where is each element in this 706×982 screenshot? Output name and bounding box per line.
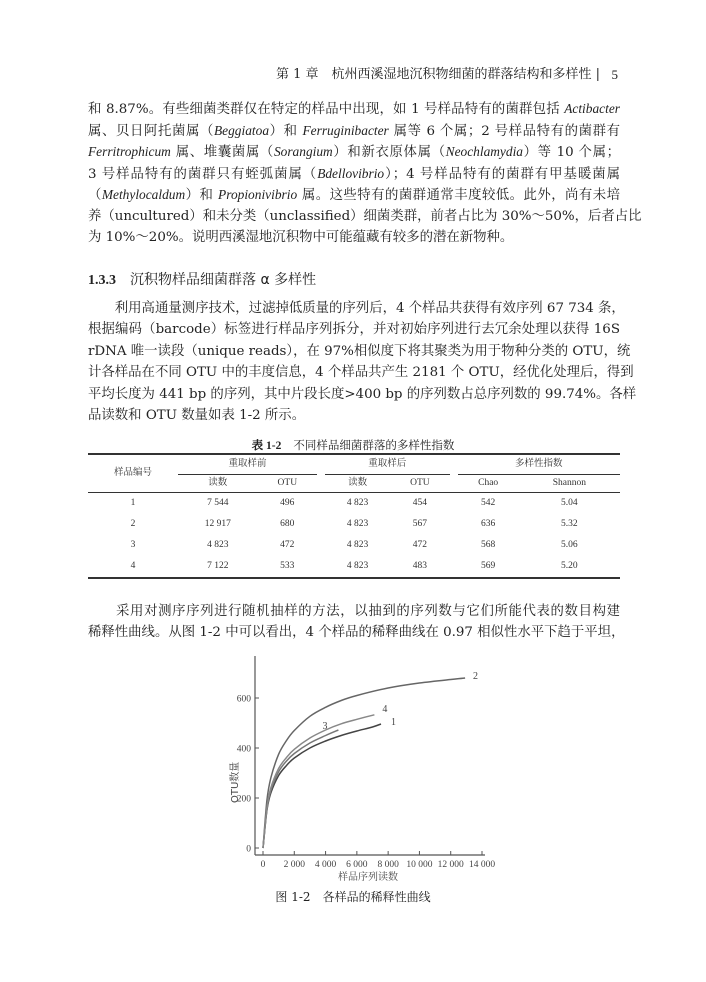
diversity-table xyxy=(88,453,620,579)
curve-sample-4 xyxy=(263,714,374,847)
table-cell: 4 823 xyxy=(346,540,369,550)
table-cell: 680 xyxy=(280,519,295,529)
table-cell: 4 xyxy=(88,556,178,578)
table-cell: 483 xyxy=(390,556,449,578)
curve-label-2: 2 xyxy=(473,670,479,682)
text-line xyxy=(88,227,620,249)
genus-name: Beggiatoa xyxy=(213,122,270,138)
genus-name: Sorangium xyxy=(273,144,333,159)
table-cell: 5.04 xyxy=(561,498,578,508)
col-header: 读数 xyxy=(178,474,258,492)
genus-name: Neochlamydia xyxy=(445,144,523,159)
y-tick-label: 600 xyxy=(236,694,251,704)
x-tick-label: 2 000 xyxy=(283,859,305,870)
text-line xyxy=(88,184,620,206)
curve-label-4: 4 xyxy=(382,703,388,715)
figure-caption xyxy=(0,889,706,905)
paragraph-sequencing xyxy=(88,298,637,427)
text-line: 利用高通量测序技术，过滤掉低质量的序列后，4 个样品共获得有效序列 67 734 条， xyxy=(88,300,625,316)
table-cell: 4 823 xyxy=(346,519,369,529)
col-header-sample: 样品编号 xyxy=(88,454,178,493)
genus-name: Actibacter xyxy=(564,101,620,116)
text-run: 属等 6 个属；2 号样品特有的菌群有 xyxy=(388,123,620,139)
table-caption xyxy=(0,437,706,453)
table-cell: 496 xyxy=(280,498,295,508)
col-header: 读数 xyxy=(325,474,390,492)
genus-name: Ferruginibacter xyxy=(302,122,389,138)
text-line xyxy=(88,141,620,163)
text-line: 根据编码（barcode）标签进行样品序列拆分，并对初始序列进行去冗余处理以获得 16S xyxy=(88,322,620,337)
rarefaction-chart xyxy=(0,650,706,884)
section-heading xyxy=(88,269,706,291)
table-cell: 7 544 xyxy=(207,498,229,508)
text-run: 和 8.87%。有些细菌类群仅在特定的样品中出现，如 1 号样品特有的菌群包括 xyxy=(88,102,565,117)
text-line: 采用对测序序列进行随机抽样的方法，以抽到的序列数与它们所能代表的数目构建 xyxy=(88,603,620,619)
text-run: ）；4 号样品特有的菌群有甲基暖菌属 xyxy=(384,166,621,182)
col-header: Shannon xyxy=(519,474,620,492)
text-run: ）和新衣原体属（ xyxy=(332,145,446,160)
table-row xyxy=(88,535,620,556)
table-group-header-row xyxy=(88,454,620,475)
chapter-title: 第 1 章 杭州西溪湿地沉积物细菌的群落结构和多样性 | xyxy=(275,67,600,82)
curve-label-1: 1 xyxy=(391,716,397,728)
table-title: 不同样品细菌群落的多样性指数 xyxy=(293,437,455,452)
text-line xyxy=(88,120,620,142)
text-line xyxy=(88,98,620,120)
x-tick-label: 12 000 xyxy=(437,859,464,870)
table-cell: 454 xyxy=(412,498,427,508)
paragraph-rarefaction xyxy=(88,601,625,644)
genus-name: Bdellovibrio xyxy=(317,165,385,181)
table-number: 表 1-2 xyxy=(251,439,282,452)
text-run: ）和 xyxy=(185,188,219,203)
table-row xyxy=(88,514,620,535)
table-cell: 4 823 xyxy=(207,540,229,550)
paragraph-unique-genera xyxy=(88,98,642,249)
table-cell: 12 917 xyxy=(204,519,231,529)
table-cell: 542 xyxy=(481,498,496,508)
table-cell: 5.06 xyxy=(561,540,578,550)
figure-title: 各样品的稀释性曲线 xyxy=(322,889,431,904)
y-axis-label: OTU数量 xyxy=(230,761,241,803)
x-tick-label: 6 000 xyxy=(346,859,368,870)
running-header xyxy=(88,67,618,87)
table-row xyxy=(88,492,620,514)
group-header-diversity: 多样性指数 xyxy=(458,454,620,475)
table-row xyxy=(88,556,620,578)
text-line xyxy=(88,163,620,185)
text-line: 品读数和 OTU 数量如表 1-2 所示。 xyxy=(88,408,306,423)
table-cell: 1 xyxy=(130,498,136,508)
section-title: 沉积物样品细菌群落 α 多样性 xyxy=(130,271,317,288)
text-run: ）等 10 个属； xyxy=(523,145,620,160)
table-cell: 533 xyxy=(258,556,317,578)
y-tick-label: 400 xyxy=(236,744,251,754)
table-cell: 5.20 xyxy=(519,556,620,578)
text-line: rDNA 唯一读段（unique reads），在 97%相似度下将其聚类为用于物种分类的 OTU，统 xyxy=(88,343,631,359)
text-run: 属、贝日阿托菌属（ xyxy=(88,123,214,139)
curve-sample-3 xyxy=(263,730,338,848)
text-line xyxy=(88,206,642,228)
rarefaction-figure xyxy=(0,650,706,884)
text-run: 3 号样品特有的菌群只有蛭弧菌属（ xyxy=(88,166,318,182)
text-run: 为 10%～20%。说明西溪湿地沉积物中可能蕴藏有较多的潜在新物种。 xyxy=(88,230,514,245)
x-tick-label: 0 xyxy=(260,859,266,870)
table-cell: 4 823 xyxy=(325,556,390,578)
col-header: Chao xyxy=(458,474,519,492)
group-header-after: 重取样后 xyxy=(325,454,450,475)
genus-name: Methylocaldum xyxy=(101,187,186,202)
table-cell: 567 xyxy=(412,519,427,529)
curve-sample-2 xyxy=(263,678,465,848)
table-cell: 7 122 xyxy=(178,556,258,578)
text-line: 稀释性曲线。从图 1-2 中可以看出，4 个样品的稀释曲线在 0.97 相似性水平下趋于平坦， xyxy=(88,625,625,640)
table-cell: 472 xyxy=(412,540,427,550)
text-run: （ xyxy=(88,188,102,203)
page-number: 5 xyxy=(611,67,618,82)
x-tick-label: 4 000 xyxy=(314,859,337,870)
table-cell: 568 xyxy=(481,540,496,550)
text-run: 属、堆囊菌属（ xyxy=(170,145,274,160)
text-line: 计各样品在不同 OTU 中的丰度信息，4 个样品共产生 2181 个 OTU，经优化处理后，得到 xyxy=(88,365,634,380)
x-tick-label: 14 000 xyxy=(468,859,496,870)
figure-number: 图 1-2 xyxy=(275,889,311,904)
col-header: OTU xyxy=(258,474,317,492)
table-cell: 636 xyxy=(481,519,496,529)
group-header-before: 重取样前 xyxy=(178,454,317,475)
x-tick-label: 8 000 xyxy=(377,859,399,870)
text-run: 属。这些特有的菌群通常丰度较低。此外，尚有未培 xyxy=(297,188,620,203)
col-header: OTU xyxy=(390,474,449,492)
text-line: 平均长度为 441 bp 的序列，其中片段长度>400 bp 的序列数占总序列数的 99.74%。各样 xyxy=(88,386,637,402)
genus-name: Ferritrophicum xyxy=(88,144,171,159)
table-cell: 472 xyxy=(280,540,295,550)
table-cell: 2 xyxy=(130,519,136,529)
y-tick-label: 200 xyxy=(236,794,251,804)
genus-name: Propionivibrio xyxy=(218,187,298,202)
table-cell: 3 xyxy=(130,540,136,550)
y-tick-label: 0 xyxy=(246,844,251,854)
text-run: ）和 xyxy=(269,123,303,139)
text-run: 养（uncultured）和未分类（unclassified）细菌类群，前者占比为 30%～50%，后者占比 xyxy=(88,208,642,224)
table-cell: 4 823 xyxy=(346,498,369,508)
curve-sample-1 xyxy=(263,724,381,848)
table-cell: 569 xyxy=(458,556,519,578)
x-axis-label: 样品序列读数 xyxy=(338,871,398,883)
curve-label-3: 3 xyxy=(322,720,328,732)
x-tick-label: 10 000 xyxy=(406,859,433,870)
table-cell: 5.32 xyxy=(561,519,578,529)
section-number: 1.3.3 xyxy=(88,272,116,288)
